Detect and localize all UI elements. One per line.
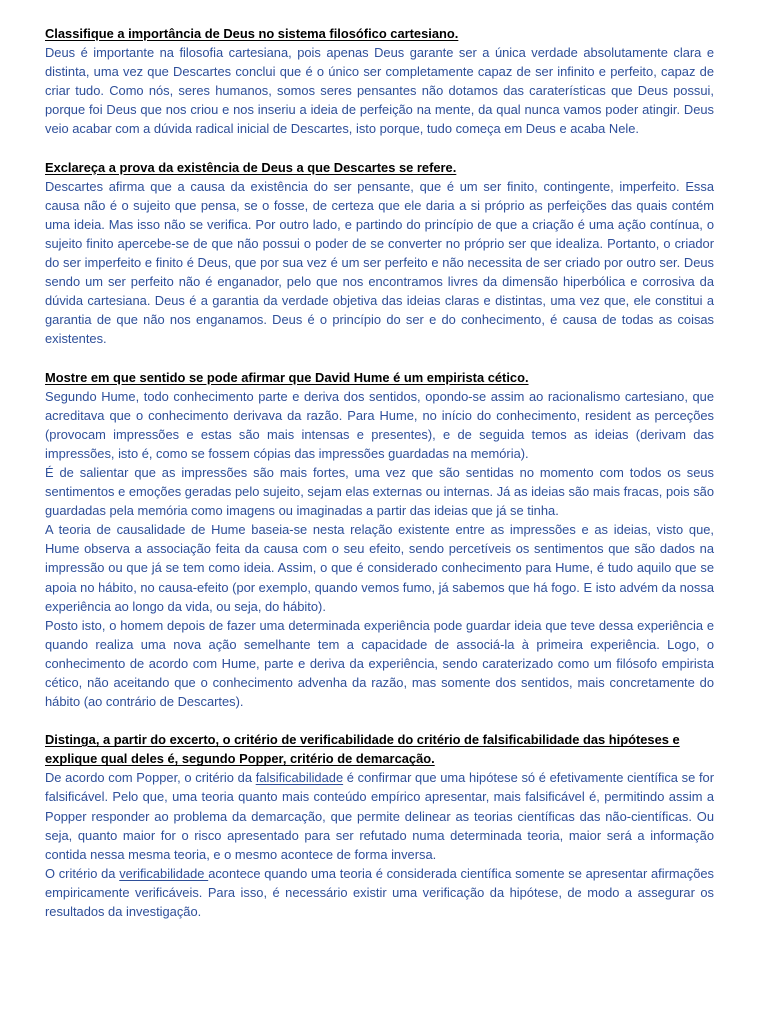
answer-paragraph: Segundo Hume, todo conhecimento parte e deriva dos sentidos, opondo-se assim ao racionalismo cartesiano, que acreditava que o conhecimento derivava da razão. Para Hume, no início do conhecimento, resident as perceções (provocam impressões e estas são mais intensas e presentes), e de seguida temos as ideias (derivam das impressões, isto é, como se fossem cópias das impressões guardadas na memória).: [45, 388, 714, 461]
answer-paragraph: [45, 864, 714, 921]
question-heading: Mostre em que sentido se pode afirmar que David Hume é um empirista cético.: [45, 369, 529, 385]
answer-paragraph: [45, 768, 714, 863]
answer-paragraph: Descartes afirma que a causa da existência do ser pensante, que é um ser finito, contingente, imperfeito. Essa causa não é o sujeito que pensa, se o fosse, de certeza que ele daria a si próprio as perfeições das quais contém uma ideia. Mas isso não se verifica. Por outro lado, e partindo do princípio de que a criação é uma ação contínua, o sujeito finito apercebe-se de que não possui o poder de se converter no próprio ser que idealiza. Portanto, o criador do ser imperfeito e finito é Deus, que por sua vez é um ser perfeito e não necessita de ser criado por outro ser. Deus sendo um ser perfeito não é enganador, pelo que nos encontramos livres da dimensão hiperbólica e corrosiva da dúvida cartesiana. Deus é a garantia da verdade objetiva das ideias claras e distintas, uma vez que, ele constitui a garantia de que não nos enganamos. Deus é o princípio do ser e do conhecimento, é causa de todas as coisas existentes.: [45, 178, 714, 347]
paragraph-text-rest: é confirmar que uma hipótese só é efetivamente científica se for falsificável. Pelo que, uma teoria quanto mais conteúdo empírico apresentar, mais falsificável é, permitindo assim a Popper responder ao problema da demarcação, que permite delinear as teorias científicas das não-científicas. Ou seja, quanto maior for o risco apresentado para ser refutado numa determinada teoria, maior será a informação contida nessa mesma teoria, e o mesmo acontece de forma inversa.: [45, 770, 714, 862]
answer-paragraph: É de salientar que as impressões são mais fortes, uma vez que são sentidas no momento com todos os seus sentimentos e emoções geradas pelo sujeito, sejam elas externas ou internas. Já as ideias são mais fracas, pois são guardadas pela memória como imagens ou imaginadas a partir das ideias que já se tinha.: [45, 464, 714, 519]
section-hume-empirista: [45, 368, 714, 712]
paragraph-text-rest: acontece quando uma teoria é considerada científica somente se apresentar afirmações empiricamente verificáveis. Para isso, é necessário existir uma verificação da hipótese, de modo a assegurar os resultados da investigação.: [45, 865, 714, 920]
question-heading: Exclareça a prova da existência de Deus a que Descartes se refere.: [45, 159, 457, 175]
paragraph-text-start: De acordo com Popper, o critério da: [45, 770, 256, 786]
keyword-verificabilidade: verificabilidade: [119, 865, 209, 881]
question-heading: Classifique a importância de Deus no sistema filosófico cartesiano.: [45, 26, 459, 41]
keyword-falsificabilidade: falsificabilidade: [255, 770, 344, 786]
answer-paragraph: Deus é importante na filosofia cartesiana, pois apenas Deus garante ser a única verdade absolutamente clara e distinta, uma vez que Descartes conclui que é o único ser completamente capaz de ser infinito e perfeito, capaz de criar tudo. Como nós, seres humanos, somos seres pensantes não dotamos das caraterísticas que Deus possui, porque foi Deus que nos criou e nos inseriu a ideia de perfeição na mente, da qual nunca vamos poder atingir. Deus veio acabar com a dúvida radical inicial de Descartes, isto porque, tudo começa em Deus e acaba Nele.: [45, 45, 714, 137]
section-deus-importancia: [45, 24, 714, 139]
answer-paragraph: A teoria de causalidade de Hume baseia-se nesta relação existente entre as impressões e as ideias, visto que, Hume observa a associação feita da causa com o seu efeito, sendo percetíveis os sentimentos que são dados na impressão ou que já se tem como ideia. Assim, o que é considerado conhecimento para Hume, é tudo aquilo que se apoia no hábito, no causa-efeito (por exemplo, quando vemos fumo, já sabemos que há fogo. E isto advém da nossa experiência ao longo da vida, ou seja, do hábito).: [45, 522, 714, 614]
answer-paragraph: Posto isto, o homem depois de fazer uma determinada experiência pode guardar ideia que teve dessa experiência e quando realiza uma nova ação semelhante tem a capacidade de associá-la à primeira experiência. Logo, o conhecimento de acordo com Hume, parte e deriva da experiência, sendo caraterizado como um filósofo empirista cético, não aceitando que o conhecimento advenha da razão, mas somente dos sentidos, mais concretamente do hábito (ao contrário de Descartes).: [45, 617, 714, 710]
paragraph-text-start: O critério da: [45, 865, 120, 881]
question-heading: Distinga, a partir do excerto, o critério de verificabilidade do critério de falsificabilidade das hipóteses e explique qual deles é, segundo Popper, critério de demarcação.: [45, 732, 680, 767]
section-prova-existencia: [45, 158, 714, 349]
section-popper-demarcacao: [45, 730, 714, 921]
